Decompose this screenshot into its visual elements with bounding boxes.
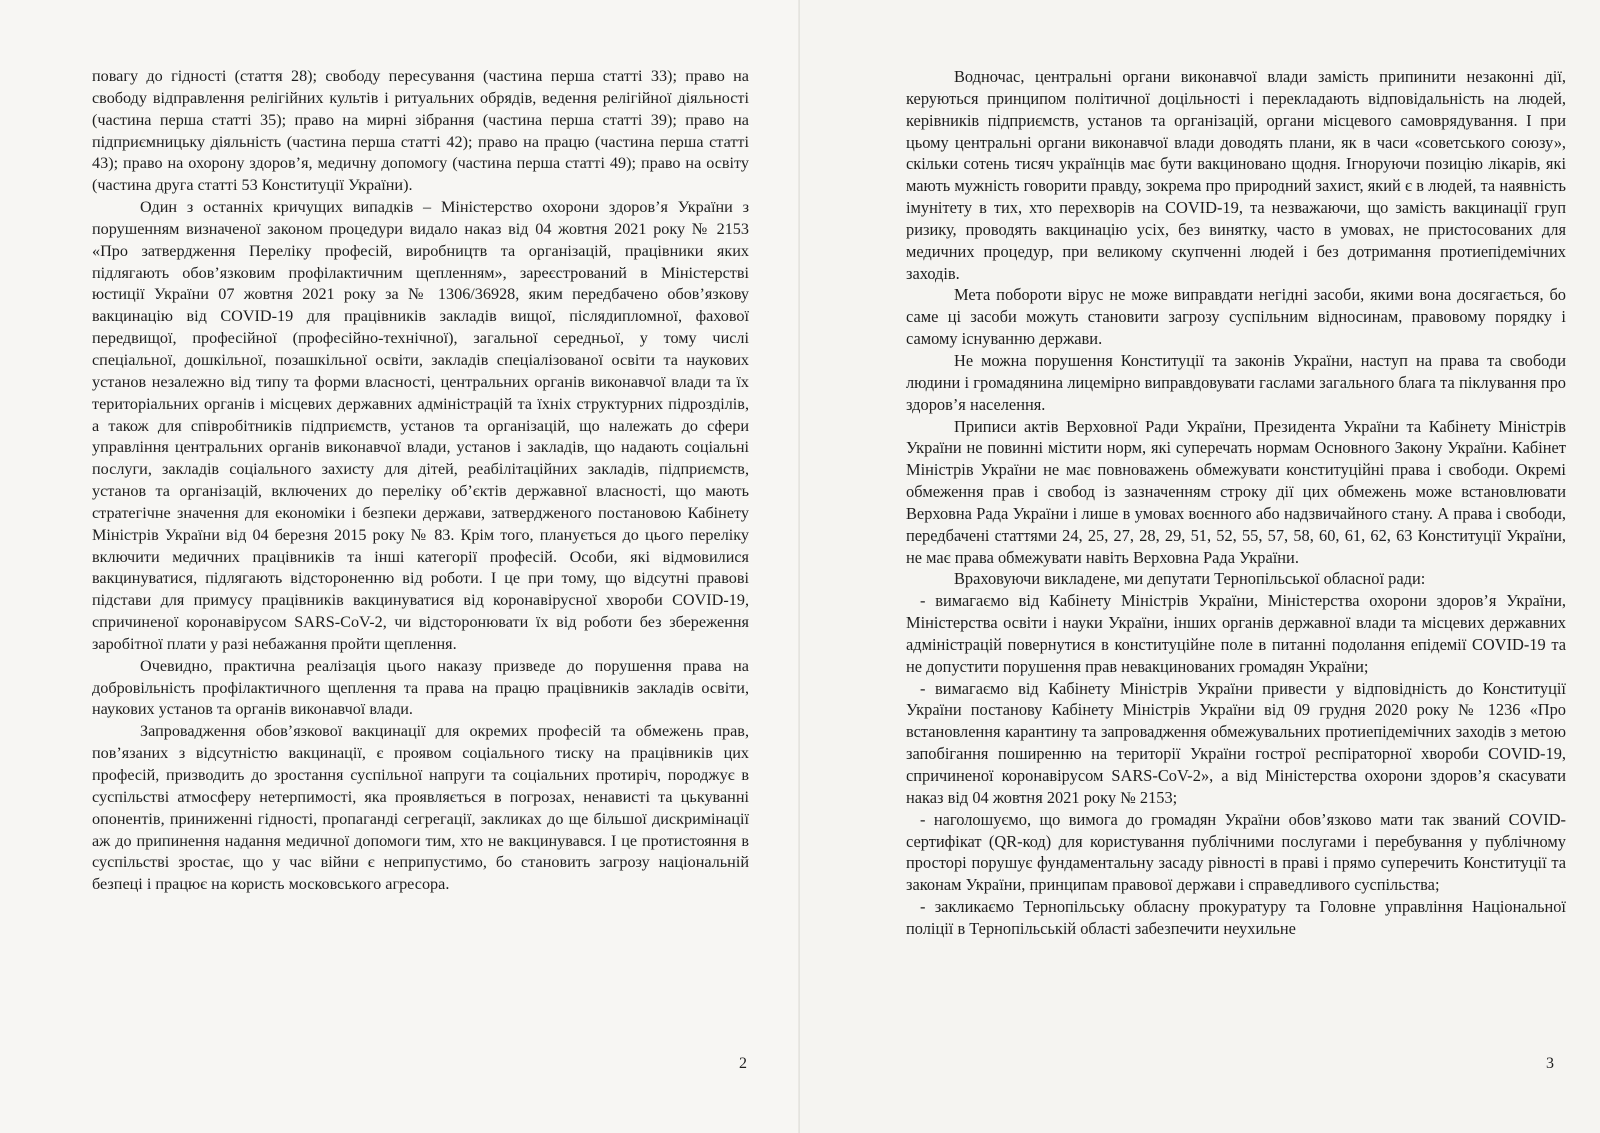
paragraph: Запровадження обов’язкової вакцинації для окремих професій та обмежень прав, пов’язаних з відсутністю вакцинації, є проявом соціального тиску на працівників цих професій, призводить до зростання суспільної напруги та соціальних протиріч, породжує в суспільстві атмосферу нетерпимості, яка проявляється в погрозах, ненависті та цькуванні опонентів, приниженні гідності, пропаганді сегрегації, закликах до ще більшої дискримінації аж до припинення надання медичної допомоги тим, хто не вакцинувався. І це протистояння в суспільстві зростає, що у час війни є неприпустимо, бо становить загрозу національній безпеці і працює на користь московського агресора. bbox=[92, 722, 749, 894]
paragraph: Враховуючи викладене, ми депутати Тернопільської обласної ради: bbox=[954, 569, 1426, 589]
list-item: - вимагаємо від Кабінету Міністрів України, Міністерства охорони здоров’я України, Міністерства освіти і науки України, інших органів державної влади та місцевих державних адміністрацій повернутися в конституційне поле в питанні подолання епідемії COVID-19 та не допустити порушення прав невакцинованих громадян України; bbox=[906, 591, 1566, 676]
paragraph: повагу до гідності (стаття 28); свободу пересування (частина перша статті 33); право на свободу відправлення релігійних культів і ритуальних обрядів, ведення релігійної діяльності (частина перша статті 35); право на мирні зібрання (частина перша статті 39); право на підприємницьку діяльність (частина перша статті 42); право на працю (частина перша статті 43); право на охорону здоров’я, медичну допомогу (частина перша статті 49); право на освіту (частина друга статті 53 Конституції України). bbox=[92, 67, 749, 195]
paragraph: Очевидно, практична реалізація цього наказу призведе до порушення права на добровільність профілактичного щеплення та права на працю працівників закладів освіти, наукових установ та органів виконавчої влади. bbox=[92, 656, 749, 719]
page-number: 2 bbox=[739, 1055, 747, 1072]
paragraph: Водночас, центральні органи виконавчої влади замість припинити незаконні дії, керуються принципом політичної доцільності і перекладають відповідальність на людей, керівників підприємств, установ та організацій, органи місцевого самоврядування. І при цьому центральні органи виконавчої влади доводять плани, як в часи «советського союзу», скільки сотень тисяч українців має бути вакциновано щодня. Ігноруючи позицію лікарів, які мають мужність говорити правду, зокрема про природний захист, який є в людей, та наявність імунітету в тих, хто перехворів на COVID-19, та незважаючи, що замість вакцинації груп ризику, проводять вакцинацію усіх, без винятку, часто в умовах, не пристосованих для медичних процедур, при великому скупченні людей і без дотримання протиепідемічних заходів. bbox=[906, 67, 1566, 283]
page-number: 3 bbox=[1546, 1055, 1554, 1072]
list-item: - наголошуємо, що вимога до громадян України обов’язково мати так званий COVID-сертифікат (QR-код) для користування публічними послугами і перебування у публічному просторі порушує фундаментальну засаду рівності в праві і прямо суперечить Конституції та законам України, принципам правової держави і справедливого суспільства; bbox=[906, 809, 1566, 895]
list-item: - закликаємо Тернопільську обласну прокуратуру та Головне управління Національної поліції в Тернопільській області забезпечити неухильне bbox=[906, 897, 1566, 938]
page-right-text bbox=[906, 66, 1566, 940]
paragraph: Мета побороти вірус не може виправдати негідні засоби, якими вона досягається, бо саме ці засоби можуть становити загрозу суспільним відносинам, правовому порядку і самому існуванню держави. bbox=[906, 285, 1566, 349]
paragraph: Один з останніх кричущих випадків – Міністерство охорони здоров’я України з порушенням визначеної законом процедури видало наказ від 04 жовтня 2021 року № 2153 «Про затвердження Переліку професій, виробництв та організацій, працівники яких підлягають обов’язковим профілактичним щепленням», зареєстрований в Міністерстві юстиції України 07 жовтня 2021 року за № 1306/36928, яким передбачено обов’язкову вакцинацію від COVID-19 для працівників закладів вищої, післядипломної, фахової передвищої, професійної (професійно-технічної), загальної середньої, у тому числі спеціальної, дошкільної, позашкільної освіти, закладів спеціалізованої освіти та наукових установ незалежно від типу та форми власності, центральних органів виконавчої влади та їх територіальних органів і місцевих державних адміністрацій та їхніх структурних підрозділів, а також для співробітників підприємств, установ та організацій, що належать до сфери управління центральних органів виконавчої влади, установ і закладів, що надають соціальні послуги, закладів соціального захисту для дітей, реабілітаційних закладів, підприємств, установ та організацій, включених до переліку об’єктів державної власності, що мають стратегічне значення для економіки і безпеки держави, затвердженого постановою Кабінету Міністрів України від 04 березня 2015 року № 83. Крім того, планується до цього переліку включити медичних працівників та інші категорії професій. Особи, які відмовилися вакцинуватися, підлягають відстороненню від роботи. І це при тому, що відсутні правові підстави для примусу працівників вакцинуватися від коронавірусної хвороби COVID-19, спричиненої коронавірусом SARS-CoV-2, чи відсторонювати їх від роботи без збереження заробітної плати у разі небажання пройти щеплення. bbox=[92, 198, 749, 653]
paragraph: Приписи актів Верховної Ради України, Президента України та Кабінету Міністрів України не повинні містити норм, які суперечать нормам Основного Закону України. Кабінет Міністрів України не має повноважень обмежувати конституційні права і свободи. Окремі обмеження прав і свобод із зазначенням строку дії цих обмежень може встановлювати Верховна Рада України і лише в умовах воєнного або надзвичайного стану. А права і свободи, передбачені статтями 24, 25, 27, 28, 29, 51, 52, 55, 57, 58, 60, 61, 62, 63 Конституції України, не має права обмежувати навіть Верховна Рада України. bbox=[906, 416, 1566, 567]
page-right bbox=[800, 0, 1600, 1133]
page-left-text bbox=[92, 66, 749, 896]
paragraph: Не можна порушення Конституції та законів України, наступ на права та свободи людини і громадянина лицемірно виправдовувати гаслами загального блага та піклування про здоров’я населення. bbox=[906, 350, 1566, 414]
list-item: - вимагаємо від Кабінету Міністрів України привести у відповідність до Конституції України постанову Кабінету Міністрів України від 09 грудня 2020 року № 1236 «Про встановлення карантину та запровадження обмежувальних протиепідемічних заходів з метою запобігання поширенню на території України гострої респіраторної хвороби COVID-19, спричиненої коронавірусом SARS-CoV-2», а від Міністерства охорони здоров’я скасувати наказ від 04 жовтня 2021 року № 2153; bbox=[906, 678, 1566, 807]
